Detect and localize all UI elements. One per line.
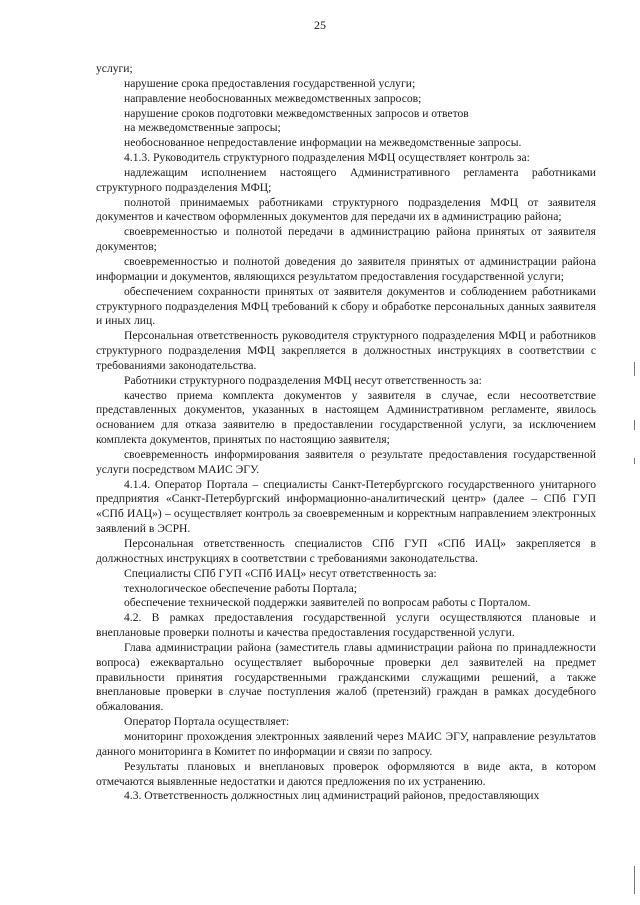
paragraph: 4.3. Ответственность должностных лиц администраций районов, предоставляющих (124, 789, 540, 803)
paragraph: 4.1.3. Руководитель структурного подразделения МФЦ осуществляет контроль за: (124, 151, 530, 165)
paragraph: нарушение сроков подготовки межведомственных запросов и ответов (124, 106, 469, 120)
paragraph: на межведомственные запросы; (124, 121, 281, 135)
paragraph: нарушение срока предоставления государственной услуги; (124, 76, 416, 90)
paragraph: Результаты плановых и внеплановых проверок оформляются в виде акта, в котором отмечаются выявленные недостатки и даются предложения по их устранению. (96, 759, 596, 788)
document-body (96, 62, 596, 804)
paragraph: технологическое обеспечение работы Портала; (124, 581, 357, 595)
paragraph: 4.2. В рамках предоставления государственной услуги осуществляются плановые и внеплановые проверки полноты и качества предоставления государственной услуги. (96, 611, 596, 640)
paragraph: обеспечением сохранности принятых от заявителя документов и соблюдением работниками структурного подразделения МФЦ требований к сбору и обработке персональных данных заявителя и иных лиц. (96, 284, 596, 328)
paragraph: мониторинг прохождения электронных заявлений через МАИС ЭГУ, направление результатов данного мониторинга в Комитет по информации и связи по запросу. (96, 729, 596, 758)
paragraph: своевременностью и полнотой доведения до заявителя принятых от администрации района информации и документов, являющихся результатом предоставления государственной услуги; (96, 254, 596, 283)
paragraph: Специалисты СПб ГУП «СПб ИАЦ» несут ответственность за: (124, 566, 437, 580)
paragraph: качество приема комплекта документов у заявителя в случае, если несоответствие представленных документов, указанных в настоящем Административном регламенте, явилось основанием для отказа заявителю в предоставлении государственной услуги, за исключением комплекта документов, принятых по настоящию заявителя; (96, 388, 596, 447)
scan-edge-mark (634, 866, 635, 894)
paragraph: Персональная ответственность специалистов СПб ГУП «СПб ИАЦ» закрепляется в должностных инструкциях в соответствии с требованиями законодательства. (96, 537, 596, 565)
scan-edge-mark (634, 420, 635, 430)
paragraph: своевременностью и полнотой передачи в администрацию района принятых от заявителя документов; (96, 225, 596, 254)
scan-edge-mark (634, 458, 635, 464)
page-number: 25 (314, 18, 326, 32)
scan-edge-mark (634, 362, 635, 376)
paragraph: обеспечение технической поддержки заявителей по вопросам работы с Порталом. (124, 596, 531, 610)
paragraph: Работники структурного подразделения МФЦ несут ответственность за: (124, 373, 482, 387)
paragraph: своевременность информирования заявителя о результате предоставления государственной услуги посредством МАИС ЭГУ. (96, 447, 596, 476)
paragraph: надлежащим исполнением настоящего Административного регламента работниками структурного подразделения МФЦ; (96, 165, 596, 194)
paragraph: Оператор Портала осуществляет: (124, 715, 290, 729)
paragraph: Персональная ответственность руководителя структурного подразделения МФЦ и работников структурного подразделения МФЦ закрепляется в должностных инструкциях в соответствии с требованиями законодательства. (96, 329, 596, 372)
paragraph: полнотой принимаемых работниками структурного подразделения МФЦ от заявителя документов и качеством оформленных документов для передачи их в администрацию района; (96, 195, 596, 224)
paragraph: услуги; (96, 62, 133, 75)
paragraph: необоснованное непредоставление информации на межведомственные запросы. (124, 136, 522, 150)
paragraph: направление необоснованных межведомственных запросов; (124, 91, 422, 105)
paragraph: Глава администрации района (заместитель главы администрации района по принадлежности вопроса) ежеквартально осуществляет выборочные проверки дел заявителей на предмет правильности принятия государственными гражданскими служащими решений, а также внеплановые проверки в случае поступления жалоб (претензий) граждан в рамках досудебного обжалования. (96, 640, 596, 714)
paragraph: 4.1.4. Оператор Портала – специалисты Санкт-Петербургского государственного унитарного предприятия «Санкт-Петербургский информационно-аналитический центр» (далее – СПб ГУП «СПб ИАЦ») – осуществляет контроль за своевременным и корректным направлением электронных заявлений в ЭСРН. (96, 477, 596, 536)
